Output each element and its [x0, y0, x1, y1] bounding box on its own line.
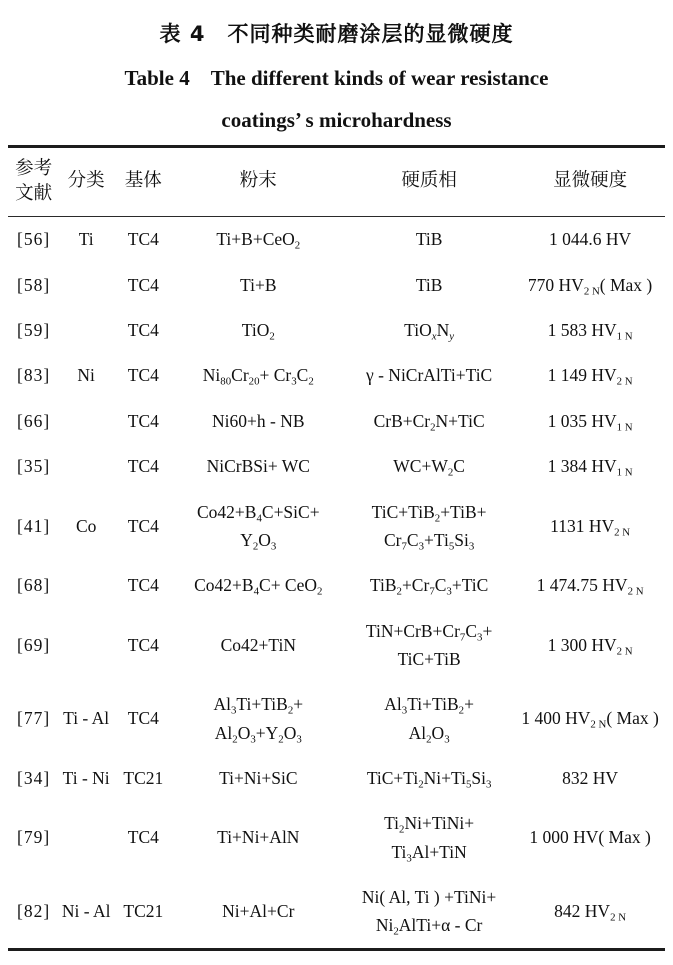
cell-hard-phase: $TiC+Ti_2Ni+Ti_5Si_3$ — [366, 767, 492, 791]
table-row — [8, 398, 665, 443]
cell-substrate: TC4 — [127, 456, 159, 477]
cell-hard-phase: $Al_3Ti+TiB_2+$ $Al_2O_3$ — [384, 694, 474, 745]
cell-powder: $Ni_{80}Cr_{20}+ Cr_3C_2$ — [202, 365, 314, 388]
table-row — [8, 216, 665, 262]
cell-hardness: 1 474.75 $HV_{2 N}$ — [536, 575, 644, 598]
cell-powder: Ti+Ni+AlN — [217, 827, 300, 848]
cell-category: Ti - Al — [63, 708, 110, 729]
cell-ref: [34] — [17, 767, 51, 788]
cell-hard-phase: $TiO_xN_y$ — [404, 320, 455, 343]
cell-hardness: 832 HV — [562, 767, 619, 788]
table-row — [8, 262, 665, 307]
cell-category: Ti - Ni — [62, 767, 110, 788]
cell-hardness: 842 $HV_{2 N}$ — [554, 901, 627, 924]
table-row — [8, 563, 665, 608]
cell-category: Co — [75, 515, 97, 536]
table-row — [8, 682, 665, 756]
cell-hardness: 1 000 HV( Max ) — [529, 827, 651, 848]
table-title-en-line1: Table 4 The different kinds of wear resistance — [124, 66, 549, 90]
cell-powder: $Al_3Ti+TiB_2+$ $Al_2O_3+Y_2O_3$ — [213, 694, 304, 745]
column-header-powder: 粉末 — [174, 147, 344, 217]
table-row — [8, 489, 665, 563]
cell-ref: [35] — [17, 456, 51, 477]
cell-substrate: TC4 — [127, 827, 159, 848]
cell-powder: Ti+B — [240, 274, 277, 295]
cell-hard-phase: γ - NiCrAlTi+TiC — [366, 365, 493, 386]
table-header-row — [8, 147, 665, 217]
table-title-zh: 表 4 不同种类耐磨涂层的显微硬度 — [159, 22, 514, 46]
cell-category — [59, 262, 113, 307]
table-row — [8, 308, 665, 353]
cell-substrate: TC21 — [123, 901, 164, 922]
cell-category — [59, 444, 113, 489]
cell-hardness: 770 $HV_{2 N}$( Max ) — [527, 274, 653, 298]
cell-ref: [56] — [17, 229, 51, 250]
cell-powder: Ni+Al+Cr — [222, 901, 295, 922]
cell-hardness: 1 035 $HV_{1 N}$ — [547, 410, 633, 434]
cell-category: Ti — [78, 229, 94, 250]
column-header-hard-phase: 硬质相 — [343, 147, 515, 217]
cell-substrate: TC21 — [123, 767, 164, 788]
cell-hardness: 1131 $HV_{2 N}$ — [550, 515, 631, 538]
cell-substrate: TC4 — [127, 365, 159, 386]
cell-category — [59, 608, 113, 682]
cell-hard-phase: Ni( Al, Ti ) +TiNi+ $Ni_2AlTi+\alpha - Cr$ — [361, 886, 497, 938]
cell-substrate: TC4 — [127, 410, 159, 431]
microhardness-table — [8, 145, 665, 951]
column-header-references: 参考 文献 — [8, 147, 59, 217]
table-row — [8, 444, 665, 489]
cell-ref: [41] — [17, 515, 51, 536]
cell-substrate: TC4 — [127, 634, 159, 655]
cell-category: Ni — [77, 365, 95, 386]
cell-substrate: TC4 — [127, 708, 159, 729]
column-header-microhardness: 显微硬度 — [515, 147, 665, 217]
table-row — [8, 874, 665, 949]
table-row — [8, 608, 665, 682]
cell-hardness: 1 300 $HV_{2 N}$ — [547, 634, 633, 657]
table-title-en-line2: coatings’ s microhardness — [221, 108, 452, 132]
column-header-substrate: 基体 — [113, 147, 173, 217]
cell-substrate: TC4 — [127, 229, 159, 250]
cell-ref: [77] — [17, 708, 51, 729]
cell-hardness: 1 044.6 HV — [549, 229, 632, 250]
cell-powder: Ti+Ni+SiC — [219, 767, 298, 788]
cell-ref: [79] — [17, 827, 51, 848]
table-row — [8, 801, 665, 875]
cell-hard-phase: $WC+W_2C$ — [393, 456, 465, 479]
table-row — [8, 353, 665, 398]
cell-ref: [82] — [17, 901, 51, 922]
cell-powder: TiO$_2$ — [241, 320, 275, 343]
cell-hard-phase: $Ti_2Ni+TiNi+$ $Ti_3Al+TiN$ — [384, 813, 475, 864]
cell-substrate: TC4 — [127, 320, 159, 341]
cell-hard-phase: $TiB_2+Cr_7C_3+TiC$ — [369, 575, 489, 598]
cell-ref: [83] — [17, 365, 51, 386]
cell-hard-phase: $CrB+Cr_2N+TiC$ — [373, 410, 485, 434]
cell-ref: [59] — [17, 320, 51, 341]
cell-category — [59, 398, 113, 443]
cell-hard-phase: TiB — [415, 274, 443, 295]
cell-category: Ni - Al — [61, 901, 111, 922]
cell-powder: $Co42+B_4C+SiC+$ $Y_2O_3$ — [197, 501, 320, 553]
cell-ref: [69] — [17, 634, 51, 655]
cell-hard-phase: TiC+TiB$_2$+TiB+ $Cr_7C_3+Ti_5Si_3$ — [371, 501, 487, 553]
cell-substrate: TC4 — [127, 274, 159, 295]
cell-ref: [66] — [17, 410, 51, 431]
cell-powder: Ni60+h - NB — [212, 410, 305, 431]
cell-hardness: 1 583 $HV_{1 N}$ — [547, 320, 633, 343]
cell-hardness: 1 149 $HV_{2 N}$ — [547, 365, 633, 388]
cell-powder: NiCrBSi+ WC — [206, 456, 310, 477]
cell-category — [59, 801, 113, 875]
cell-category — [59, 308, 113, 353]
cell-hardness: 1 384 $HV_{1 N}$ — [547, 456, 633, 479]
cell-ref: [58] — [17, 274, 51, 295]
cell-substrate: TC4 — [127, 575, 159, 596]
cell-powder: Co42+TiN — [220, 634, 296, 655]
cell-powder: $Co42+B_4C+ CeO_2$ — [194, 575, 323, 598]
cell-substrate: TC4 — [127, 515, 159, 536]
cell-hard-phase: TiB — [415, 229, 443, 250]
table-row — [8, 755, 665, 800]
cell-powder: Ti+B+CeO$_2$ — [216, 229, 301, 252]
cell-ref: [68] — [17, 575, 51, 596]
cell-hardness: 1 400 $HV_{2 N}$( Max ) — [521, 708, 659, 731]
column-header-category: 分类 — [59, 147, 113, 217]
cell-hard-phase: $TiN+CrB+Cr_7C_3+$ TiC+TiB — [365, 620, 493, 669]
cell-category — [59, 563, 113, 608]
